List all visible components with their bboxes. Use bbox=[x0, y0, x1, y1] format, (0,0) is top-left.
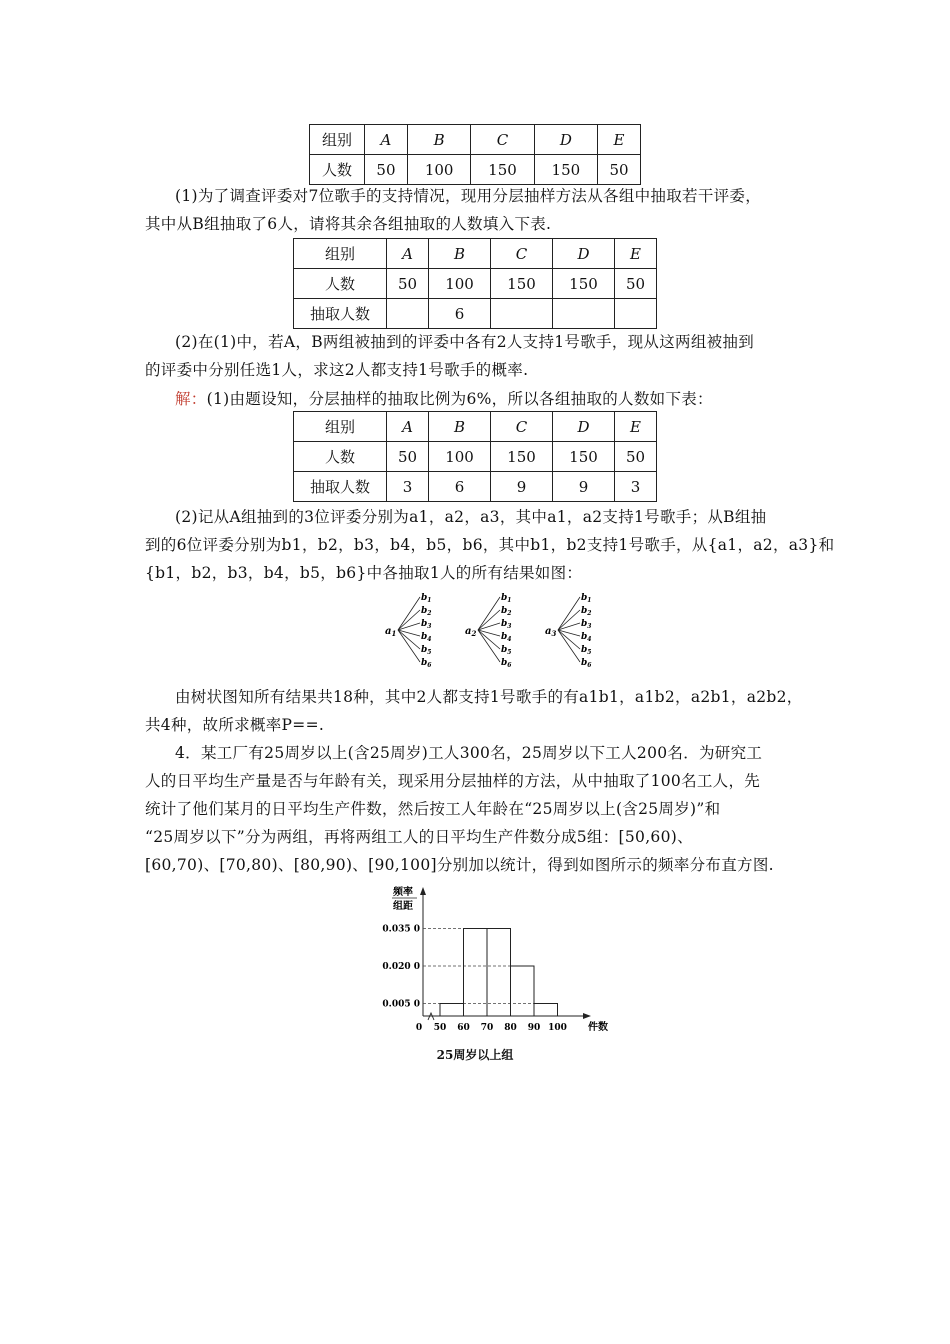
table-cell: 150 bbox=[471, 155, 534, 185]
tree-leaf-label: $b_6$ bbox=[421, 658, 432, 669]
x-tick-label: 70 bbox=[480, 1023, 494, 1033]
table-cell: E bbox=[614, 412, 656, 442]
table-cell: 50 bbox=[387, 442, 429, 472]
table-cell: 6 bbox=[429, 299, 491, 329]
question4-line4: “25周岁以下”分为两组，再将两组工人的日平均生产件数分成5组：[50,60)、 bbox=[145, 828, 693, 846]
table-cell: 50 bbox=[598, 155, 641, 185]
table-cell: E bbox=[614, 239, 656, 269]
tree-leaf-label: $b_2$ bbox=[501, 606, 512, 617]
tree-leaf-label: $b_2$ bbox=[421, 606, 432, 617]
table-cell: 9 bbox=[491, 472, 553, 502]
solution-part2-line1: (2)记从A组抽到的3位评委分别为a1，a2，a3，其中a1，a2支持1号歌手；从B组抽 bbox=[175, 508, 767, 526]
table-cell: D bbox=[534, 125, 597, 155]
table-row bbox=[310, 155, 641, 185]
tree-root-label: $a_2$ bbox=[465, 626, 477, 638]
table-row bbox=[294, 299, 657, 329]
table-group-sizes bbox=[309, 124, 641, 185]
table-header-row bbox=[310, 125, 641, 155]
y-tick-label: 0.035 0 bbox=[382, 924, 420, 935]
question-part2-line1: (2)在(1)中，若A，B两组被抽到的评委中各有2人支持1号歌手，现从这两组被抽到 bbox=[175, 333, 755, 351]
table-cell bbox=[552, 299, 614, 329]
question4-line5: [60,70)、[70,80)、[80,90)、[90,100]分别加以统计，得到如图所示的频率分布直方图. bbox=[145, 856, 774, 874]
tree-root-label: $a_1$ bbox=[385, 626, 397, 638]
table-cell: B bbox=[407, 125, 470, 155]
table-cell: C bbox=[491, 239, 553, 269]
table-cell: A bbox=[387, 412, 429, 442]
tree-leaf-label: $b_3$ bbox=[421, 619, 432, 630]
origin-label: 0 bbox=[415, 1023, 423, 1033]
table-cell: 人数 bbox=[294, 442, 387, 472]
tree-leaf-label: $b_6$ bbox=[501, 658, 512, 669]
tree-leaf-label: $b_5$ bbox=[421, 645, 432, 656]
table-cell: C bbox=[491, 412, 553, 442]
solution-part2-line2: 到的6位评委分别为b1，b2，b3，b4，b5，b6，其中b1，b2支持1号歌手，从{a1，a2，a3}和 bbox=[145, 536, 835, 554]
tree-leaf-label: $b_4$ bbox=[421, 632, 432, 643]
table-cell: C bbox=[471, 125, 534, 155]
x-tick-label: 60 bbox=[457, 1023, 470, 1033]
table-row bbox=[294, 442, 657, 472]
table-cell bbox=[614, 299, 656, 329]
table-cell: 抽取人数 bbox=[294, 299, 387, 329]
histogram-bar bbox=[511, 966, 535, 1016]
y-axis-arrow bbox=[420, 887, 426, 895]
tree-leaf-label: $b_1$ bbox=[581, 593, 592, 604]
tree-diagram bbox=[380, 590, 600, 672]
table-cell: 抽取人数 bbox=[294, 472, 387, 502]
x-tick-label: 100 bbox=[548, 1023, 567, 1033]
question-part1-line1: (1)为了调查评委对7位歌手的支持情况，现用分层抽样方法从各组中抽取若干评委， bbox=[175, 187, 762, 205]
table-cell: B bbox=[429, 412, 491, 442]
table-cell: 150 bbox=[552, 269, 614, 299]
x-tick-label: 80 bbox=[504, 1023, 517, 1033]
tree-leaf-label: $b_2$ bbox=[581, 606, 592, 617]
table-cell: 人数 bbox=[310, 155, 365, 185]
question4-line3: 统计了他们某月的日平均生产件数，然后按工人年龄在“25周岁以上(含25周岁)”和 bbox=[145, 800, 721, 818]
table-cell bbox=[387, 299, 429, 329]
table-cell: 100 bbox=[429, 442, 491, 472]
x-tick-label: 50 bbox=[433, 1023, 447, 1033]
table-cell: 50 bbox=[614, 442, 656, 472]
question-part2-line2: 的评委中分别任选1人，求这2人都支持1号歌手的概率. bbox=[145, 361, 529, 379]
y-label-top: 频率 bbox=[393, 887, 413, 898]
table-cell: 组别 bbox=[294, 412, 387, 442]
table-cell: A bbox=[387, 239, 429, 269]
y-tick-label: 0.005 0 bbox=[382, 999, 420, 1010]
solution-line1 bbox=[145, 385, 815, 413]
solution-part2-line3: {b1，b2，b3，b4，b5，b6}中各抽取1人的所有结果如图： bbox=[145, 564, 583, 582]
conclusion-line2: 共4种，故所求概率P==. bbox=[145, 716, 325, 734]
table-sampling-empty bbox=[293, 238, 657, 329]
table-cell: 100 bbox=[429, 269, 491, 299]
tree-leaf-label: $b_1$ bbox=[421, 593, 432, 604]
table-cell: 150 bbox=[491, 269, 553, 299]
table-cell: 3 bbox=[614, 472, 656, 502]
tree-leaf-label: $b_3$ bbox=[501, 619, 512, 630]
x-axis-arrow bbox=[583, 1013, 591, 1019]
tree-leaf-label: $b_5$ bbox=[581, 645, 592, 656]
table-cell: 150 bbox=[552, 442, 614, 472]
table-header-row bbox=[294, 412, 657, 442]
histogram-bar bbox=[440, 1004, 464, 1017]
question4-line1: 4．某工厂有25周岁以上(含25周岁)工人300名，25周岁以下工人200名．为研究工 bbox=[175, 744, 763, 762]
table-cell: 150 bbox=[534, 155, 597, 185]
table-cell: A bbox=[365, 125, 408, 155]
table-row bbox=[294, 269, 657, 299]
tree-root-label: $a_3$ bbox=[545, 626, 557, 638]
table-cell: 3 bbox=[387, 472, 429, 502]
question-part1-line2: 其中从B组抽取了6人，请将其余各组抽取的人数填入下表. bbox=[145, 215, 552, 233]
tree-leaf-label: $b_4$ bbox=[501, 632, 512, 643]
table-header-row bbox=[294, 239, 657, 269]
tree-leaf-label: $b_3$ bbox=[581, 619, 592, 630]
chart-title: 25周岁以上组 bbox=[436, 1048, 514, 1062]
question4-line2: 人的日平均生产量是否与年龄有关，现采用分层抽样的方法，从中抽取了100名工人，先 bbox=[145, 772, 761, 790]
table-sampling-filled bbox=[293, 411, 657, 502]
tree-leaf-label: $b_4$ bbox=[581, 632, 592, 643]
tree-leaf-label: $b_6$ bbox=[581, 658, 592, 669]
table-cell bbox=[491, 299, 553, 329]
table-cell: 100 bbox=[407, 155, 470, 185]
table-cell: 50 bbox=[614, 269, 656, 299]
histogram-bar bbox=[534, 1004, 558, 1017]
x-axis-label: 件数 bbox=[588, 1022, 608, 1033]
histogram-bar bbox=[487, 929, 511, 1017]
histogram-chart bbox=[375, 882, 615, 1062]
y-label-bottom: 组距 bbox=[393, 901, 413, 912]
x-tick-label: 90 bbox=[527, 1023, 541, 1033]
table-cell: 9 bbox=[552, 472, 614, 502]
table-cell: E bbox=[598, 125, 641, 155]
table-cell: 50 bbox=[365, 155, 408, 185]
table-cell: D bbox=[552, 412, 614, 442]
tree-leaf-label: $b_1$ bbox=[501, 593, 512, 604]
y-tick-label: 0.020 0 bbox=[382, 962, 420, 972]
conclusion-line1: 由树状图知所有结果共18种，其中2人都支持1号歌手的有a1b1，a1b2，a2b1，a2b2， bbox=[175, 688, 803, 706]
table-cell: 组别 bbox=[294, 239, 387, 269]
table-row bbox=[294, 472, 657, 502]
solution-label: 解： bbox=[175, 390, 207, 408]
table-cell: 50 bbox=[387, 269, 429, 299]
table-cell: 组别 bbox=[310, 125, 365, 155]
table-cell: D bbox=[552, 239, 614, 269]
table-cell: 150 bbox=[491, 442, 553, 472]
table-cell: 人数 bbox=[294, 269, 387, 299]
tree-leaf-label: $b_5$ bbox=[501, 645, 512, 656]
histogram-bar bbox=[464, 929, 488, 1017]
table-cell: B bbox=[429, 239, 491, 269]
solution-text: (1)由题设知，分层抽样的抽取比例为6%，所以各组抽取的人数如下表： bbox=[206, 390, 713, 408]
table-cell: 6 bbox=[429, 472, 491, 502]
